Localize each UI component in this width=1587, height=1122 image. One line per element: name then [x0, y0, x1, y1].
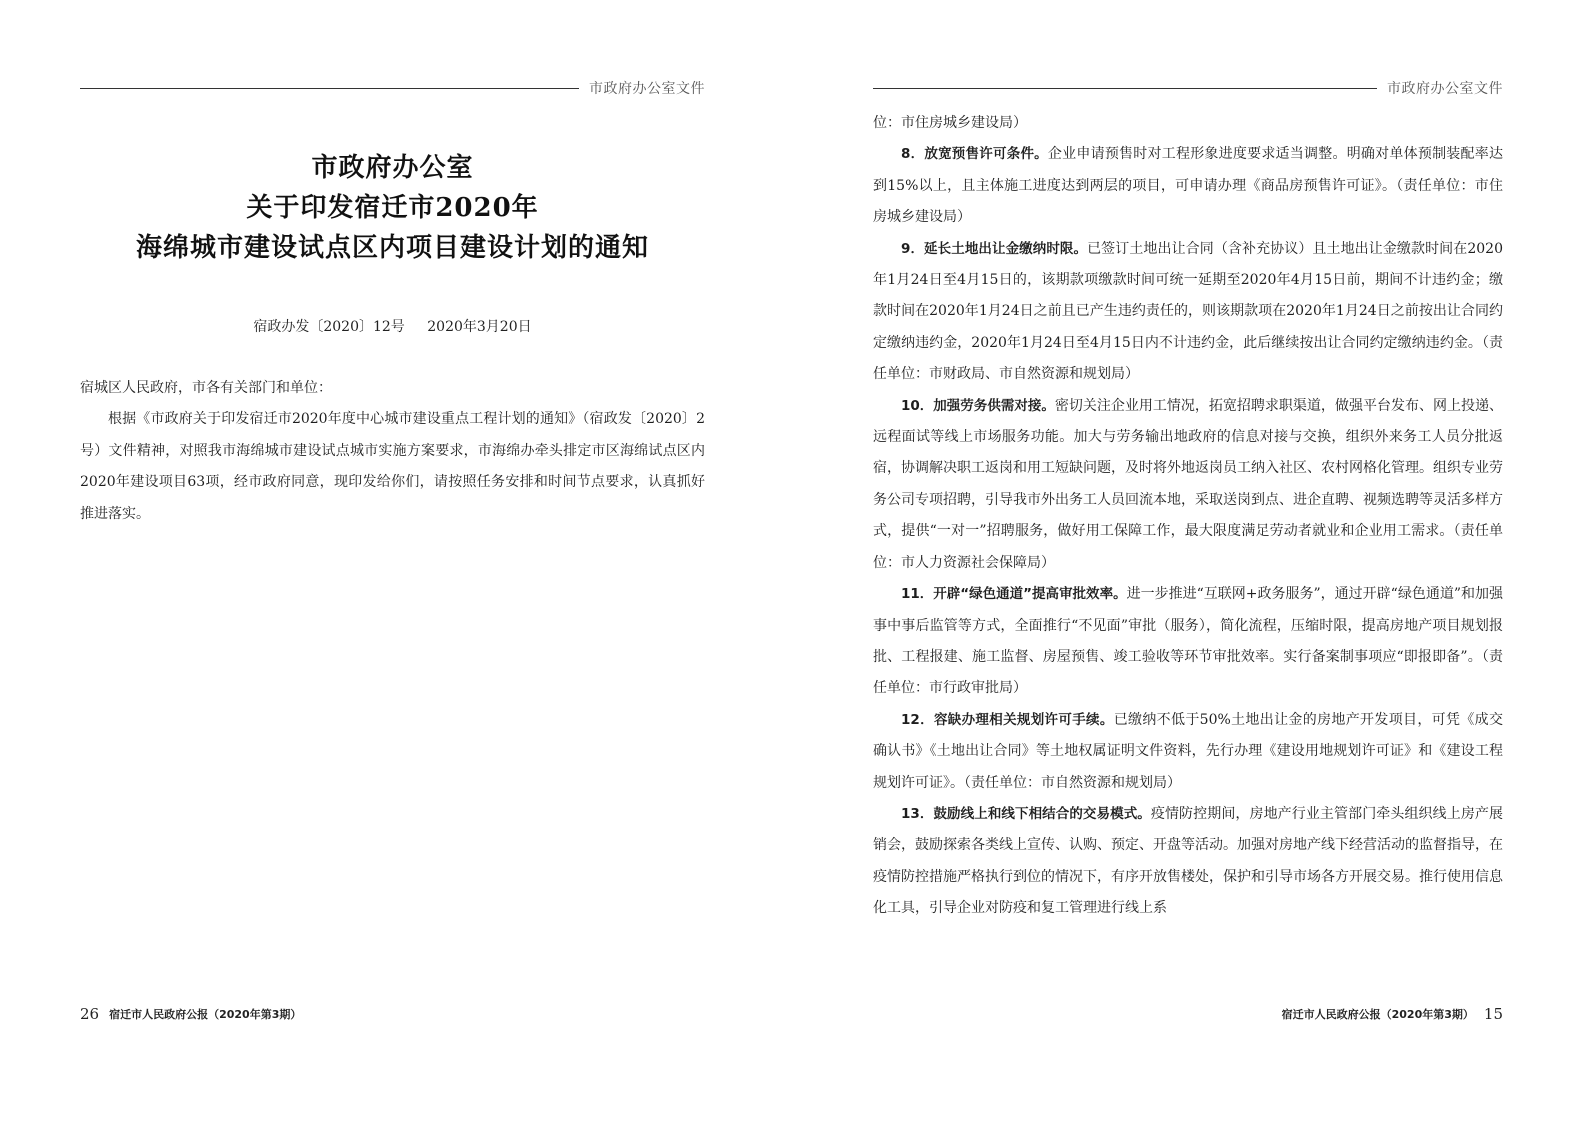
item-title: 11．开辟“绿色通道”提高审批效率。 [901, 586, 1127, 603]
item-text: 进一步推进“互联网+政务服务”，通过开辟“绿色通道”和加强事中事后监管等方式，全面推行“不见面”审批（服务），简化流程，压缩时限，提高房地产项目规划报批、工程报建、施工监督、房屋预售、竣工验收等环节审批效率。实行备案制事项应“即报即备”。（责任单位：市行政审批局） [873, 586, 1503, 697]
running-header-text: 市政府办公室文件 [1387, 81, 1503, 97]
right-running-header [873, 78, 1503, 98]
page-number: 26 [80, 1005, 100, 1023]
left-page [0, 0, 793, 1122]
body-paragraph: 根据《市政府关于印发宿迁市2020年度中心城市建设重点工程计划的通知》（宿政发〔2020〕2号）文件精神，对照我市海绵城市建设试点城市实施方案要求，市海绵办牵头排定市区海绵试点区内2020年建设项目63项，经市政府同意，现印发给你们，请按照任务安排和时间节点要求，认真抓好推进落实。 [80, 411, 705, 522]
left-footer [80, 1003, 301, 1025]
item-text: 已签订土地出让合同（含补充协议）且土地出让金缴款时间在2020年1月24日至4月15日的，该期款项缴款时间可统一延期至2020年4月15日前，期间不计违约金；缴款时间在2020年1月24日之前且已产生违约责任的，则该期款项在2020年1月24日之前按出让合同约定缴纳违约金，2020年1月24日至4月15日内不计违约金，此后继续按出让合同约定缴纳违约金。（责任单位：市财政局、市自然资源和规划局） [873, 240, 1503, 383]
document-number-line [80, 316, 705, 336]
left-running-header [80, 78, 705, 98]
item-title: 12．容缺办理相关规划许可手续。 [901, 711, 1114, 728]
list-item [873, 139, 1503, 233]
right-body [873, 108, 1503, 925]
publication-name: 宿迁市人民政府公报（2020年第3期） [109, 1008, 302, 1021]
title-line-3: 海绵城市建设试点区内项目建设计划的通知 [135, 233, 649, 263]
item-title: 13．鼓励线上和线下相结合的交易模式。 [901, 805, 1151, 822]
list-item [873, 799, 1503, 925]
running-header-text: 市政府办公室文件 [589, 81, 705, 97]
list-item [873, 705, 1503, 799]
header-rule [873, 88, 1377, 89]
salutation: 宿城区人民政府，市各有关部门和单位： [80, 380, 332, 396]
item-text: 已缴纳不低于50%土地出让金的房地产开发项目，可凭《成交确认书》《土地出让合同》等土地权属证明文件资料，先行办理《建设用地规划许可证》和《建设工程规划许可证》。（责任单位：市自然资源和规划局） [873, 711, 1503, 791]
item-title: 8．放宽预售许可条件。 [901, 146, 1048, 163]
item-title: 10．加强劳务供需对接。 [901, 397, 1055, 414]
list-item [873, 234, 1503, 391]
document-date: 2020年3月20日 [427, 319, 532, 335]
list-item [873, 391, 1503, 579]
header-rule [80, 88, 579, 89]
right-footer [1282, 1003, 1503, 1025]
item-text: 企业申请预售时对工程形象进度要求适当调整。明确对单体预制装配率达到15%以上，且主体施工进度达到两层的项目，可申请办理《商品房预售许可证》。（责任单位：市住房城乡建设局） [873, 146, 1503, 226]
document-number: 宿政办发〔2020〕12号 [253, 319, 405, 335]
page-number: 15 [1483, 1005, 1503, 1023]
document-title [80, 148, 705, 268]
item-title: 9．延长土地出让金缴纳时限。 [901, 240, 1088, 257]
publication-name: 宿迁市人民政府公报（2020年第3期） [1281, 1008, 1474, 1021]
title-line-1: 市政府办公室 [311, 153, 474, 183]
list-item [873, 579, 1503, 705]
title-line-2: 关于印发宿迁市2020年 [246, 193, 539, 223]
right-page [793, 0, 1587, 1122]
item-text: 疫情防控期间，房地产行业主管部门牵头组织线上房产展销会，鼓励探索各类线上宣传、认购、预定、开盘等活动。加强对房地产线下经营活动的监督指导，在疫情防控措施严格执行到位的情况下，有序开放售楼处，保护和引导市场各方开展交易。推行使用信息化工具，引导企业对防疫和复工管理进行线上系 [873, 805, 1503, 917]
left-body [80, 373, 705, 530]
continuation-text: 位：市住房城乡建设局） [873, 115, 1027, 131]
item-text: 密切关注企业用工情况，拓宽招聘求职渠道，做强平台发布、网上投递、远程面试等线上市场服务功能。加大与劳务输出地政府的信息对接与交换，组织外来务工人员分批返宿，协调解决职工返岗和用工短缺问题，及时将外地返岗员工纳入社区、农村网格化管理。组织专业劳务公司专项招聘，引导我市外出务工人员回流本地，采取送岗到点、进企直聘、视频选聘等灵活多样方式，提供“一对一”招聘服务，做好用工保障工作，最大限度满足劳动者就业和企业用工需求。（责任单位：市人力资源社会保障局） [873, 397, 1503, 571]
